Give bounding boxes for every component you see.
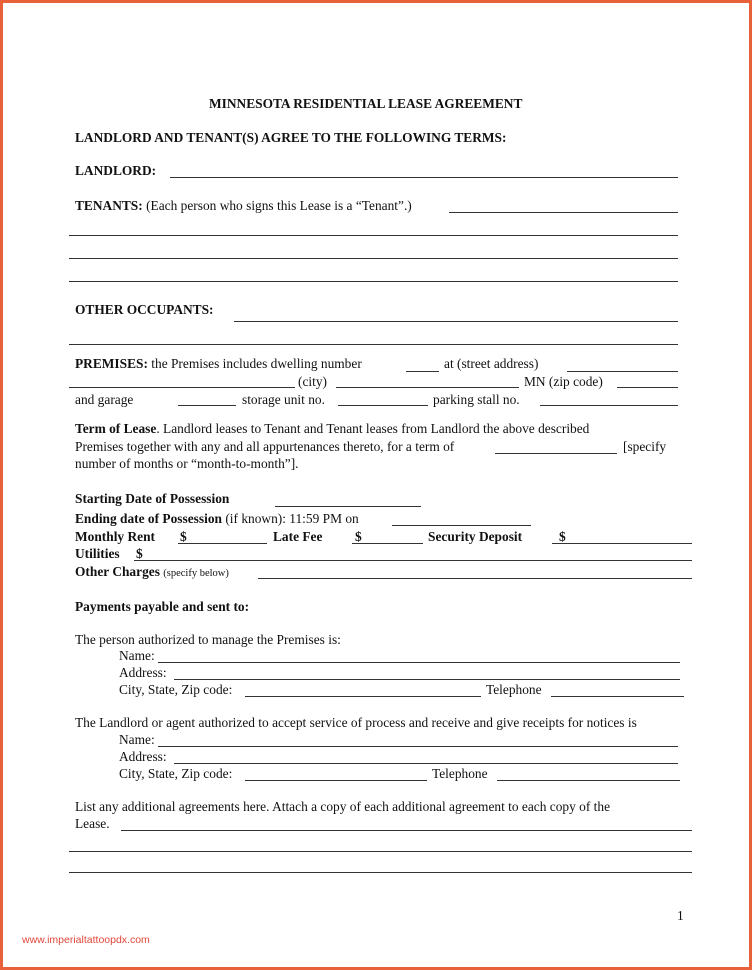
additional-field[interactable]: [121, 830, 692, 831]
tenants-field-2[interactable]: [69, 235, 678, 236]
late-fee-label: Late Fee: [273, 529, 323, 544]
document-page: [3, 3, 749, 967]
payments-heading: Payments payable and sent to:: [75, 599, 250, 614]
rent-label: Monthly Rent: [75, 529, 155, 544]
manager-name-label: Name:: [119, 648, 155, 663]
other-occupants-field[interactable]: [234, 321, 678, 322]
term-text-3: number of months or “month-to-month”].: [75, 456, 299, 471]
end-date-label: Ending date of Possession: [75, 511, 222, 526]
manager-csz-field[interactable]: [245, 696, 481, 697]
tenants-field[interactable]: [449, 212, 678, 213]
deposit-field[interactable]: [552, 543, 692, 544]
other-occupants-label: OTHER OCCUPANTS:: [75, 302, 214, 317]
end-date-note: (if known): 11:59 PM on: [225, 511, 359, 526]
zip-field[interactable]: [617, 387, 678, 388]
street-address-field-2[interactable]: [69, 387, 295, 388]
watermark-link[interactable]: www.imperialtattoopdx.com: [22, 934, 150, 946]
term-specify: [specify: [623, 439, 667, 454]
city-label: (city): [298, 374, 327, 389]
rent-field[interactable]: [178, 543, 267, 544]
late-fee-symbol: $: [355, 529, 362, 544]
garage-label: and garage: [75, 392, 134, 407]
agent-name-field[interactable]: [158, 746, 678, 747]
utilities-field[interactable]: [134, 560, 692, 561]
additional-text-2: Lease.: [75, 816, 110, 831]
storage-field[interactable]: [338, 405, 428, 406]
other-occupants-field-2[interactable]: [69, 344, 678, 345]
storage-label: storage unit no.: [242, 392, 325, 407]
landlord-label: LANDLORD:: [75, 163, 157, 178]
agent-telephone-label: Telephone: [432, 766, 488, 781]
city-field[interactable]: [336, 387, 519, 388]
agent-name-label: Name:: [119, 732, 155, 747]
agent-address-label: Address:: [119, 749, 167, 764]
other-charges-field[interactable]: [258, 578, 692, 579]
additional-field-2[interactable]: [69, 851, 692, 852]
landlord-field[interactable]: [170, 177, 678, 178]
term-text-2: Premises together with any and all appurtenances thereto, for a term of: [75, 439, 455, 454]
tenants-note: (Each person who signs this Lease is a “Tenant”.): [146, 198, 412, 213]
manager-telephone-label: Telephone: [486, 682, 542, 697]
agree-heading: LANDLORD AND TENANT(S) AGREE TO THE FOLLOWING TERMS:: [75, 130, 507, 145]
manager-intro: The person authorized to manage the Premises is:: [75, 632, 341, 647]
parking-label: parking stall no.: [433, 392, 520, 407]
deposit-label: Security Deposit: [428, 529, 523, 544]
additional-text-1: List any additional agreements here. Attach a copy of each additional agreement to each copy of the: [75, 799, 611, 814]
start-date-field[interactable]: [275, 506, 421, 507]
agent-telephone-field[interactable]: [497, 780, 680, 781]
tenants-row: [75, 198, 412, 214]
term-label: Term of Lease: [75, 421, 157, 436]
street-address-field[interactable]: [567, 371, 678, 372]
end-date-row: [75, 511, 359, 527]
manager-address-field[interactable]: [174, 679, 680, 680]
tenants-field-3[interactable]: [69, 258, 678, 259]
street-address-label: at (street address): [444, 356, 539, 371]
garage-field[interactable]: [178, 405, 236, 406]
manager-telephone-field[interactable]: [551, 696, 684, 697]
parking-field[interactable]: [540, 405, 678, 406]
premises-label: PREMISES:: [75, 356, 148, 371]
deposit-symbol: $: [559, 529, 566, 544]
agent-intro: The Landlord or agent authorized to accept service of process and receive and give receipts for notices is: [75, 715, 637, 730]
agent-csz-field[interactable]: [245, 780, 427, 781]
start-date-label: Starting Date of Possession: [75, 491, 230, 506]
zip-label: MN (zip code): [524, 374, 603, 389]
document-title: MINNESOTA RESIDENTIAL LEASE AGREEMENT: [209, 96, 523, 111]
agent-csz-label: City, State, Zip code:: [119, 766, 233, 781]
term-field[interactable]: [495, 453, 617, 454]
rent-symbol: $: [180, 529, 187, 544]
manager-csz-label: City, State, Zip code:: [119, 682, 233, 697]
other-charges-note: (specify below): [163, 568, 229, 579]
premises-row-1: [75, 356, 362, 372]
term-text-1: . Landlord leases to Tenant and Tenant leases from Landlord the above described: [156, 421, 590, 436]
end-date-field[interactable]: [392, 525, 531, 526]
other-charges-label: Other Charges: [75, 564, 160, 579]
manager-name-field[interactable]: [158, 662, 680, 663]
tenants-label: TENANTS:: [75, 198, 143, 213]
late-fee-field[interactable]: [352, 543, 423, 544]
utilities-label: Utilities: [75, 546, 120, 561]
additional-field-3[interactable]: [69, 872, 692, 873]
utilities-symbol: $: [136, 546, 143, 561]
tenants-field-4[interactable]: [69, 281, 678, 282]
premises-dwelling-text: the Premises includes dwelling number: [151, 356, 362, 371]
manager-address-label: Address:: [119, 665, 167, 680]
agent-address-field[interactable]: [174, 763, 678, 764]
dwelling-number-field[interactable]: [406, 371, 439, 372]
other-charges-row: [75, 564, 229, 582]
page-number: 1: [677, 908, 684, 923]
term-row-1: [75, 421, 589, 437]
